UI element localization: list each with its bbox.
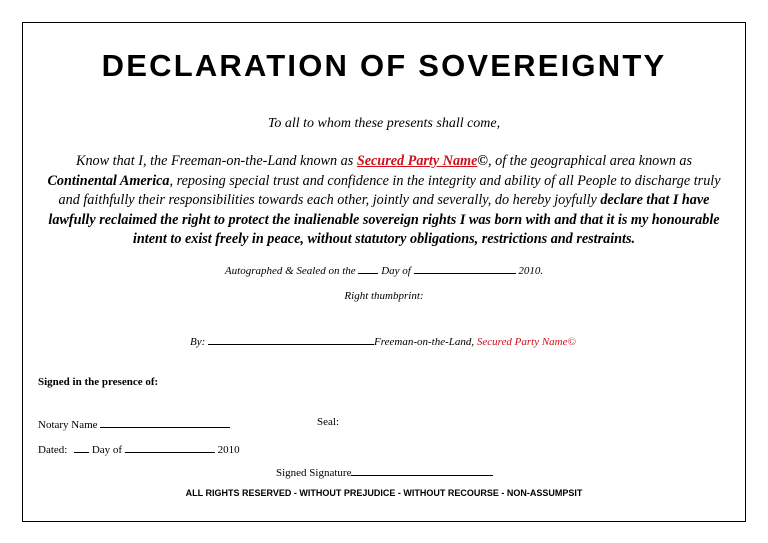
- dated-line: [38, 441, 240, 456]
- notary-blank: [100, 416, 230, 428]
- body-middle: , reposing special trust and confidence in the integrity and ability of all People to discharge truly and faithfully their responsibilities towards each other, jointly and severally, do hereby joyfully: [58, 172, 721, 209]
- autograph-prefix: Autographed & Sealed on the: [224, 265, 356, 277]
- rights-footer: ALL RIGHTS RESERVED - WITHOUT PREJUDICE - WITHOUT RECOURSE - NON-ASSUMPSIT: [185, 488, 583, 498]
- body-area: , of the geographical area known as: [488, 153, 692, 169]
- by-label: By:: [190, 336, 206, 348]
- seal-label: Seal:: [317, 416, 339, 428]
- signed-signature-line: [276, 464, 493, 479]
- dated-day-of-label: Day of: [91, 444, 123, 456]
- notary-label: Notary Name: [38, 419, 98, 431]
- copyright-mark: ©: [477, 153, 488, 169]
- thumbprint-label: Right thumbprint:: [344, 290, 424, 302]
- by-signature-blank: [208, 333, 374, 345]
- notary-line: [38, 416, 230, 431]
- declaration-statement: declare that I have lawfully reclaimed the right to protect the inalienable sovereign rights I was born with and that it is my honourable intent to exist freely in peace, without statutory obligations, restrictions and restraints.: [48, 192, 720, 248]
- month-blank: [414, 262, 516, 274]
- dated-month-blank: [125, 441, 215, 453]
- dated-day-blank: [74, 441, 89, 453]
- by-line: [190, 333, 576, 348]
- document-title: DECLARATION OF SOVEREIGNTY: [101, 48, 667, 83]
- body-intro: Know that I, the Freeman-on-the-Land known as: [75, 153, 354, 169]
- declaration-paragraph: [40, 152, 728, 250]
- freeman-label: Freeman-on-the-Land,: [374, 336, 475, 348]
- day-blank: [358, 262, 378, 274]
- dated-year: 2010: [217, 444, 240, 456]
- by-party-name: Secured Party Name©: [476, 336, 576, 348]
- witness-heading: Signed in the presence of:: [38, 376, 159, 388]
- secured-party-name: Secured Party Name: [356, 153, 478, 169]
- place-name: Continental America: [47, 172, 170, 189]
- signature-blank: [351, 464, 493, 476]
- autograph-year: 2010.: [518, 265, 544, 277]
- signature-label: Signed Signature: [276, 467, 352, 479]
- greeting-line: To all to whom these presents shall come,: [267, 116, 501, 131]
- dated-label: Dated:: [38, 444, 68, 456]
- autograph-day-label: Day of: [381, 265, 411, 277]
- autograph-line: [0, 262, 768, 277]
